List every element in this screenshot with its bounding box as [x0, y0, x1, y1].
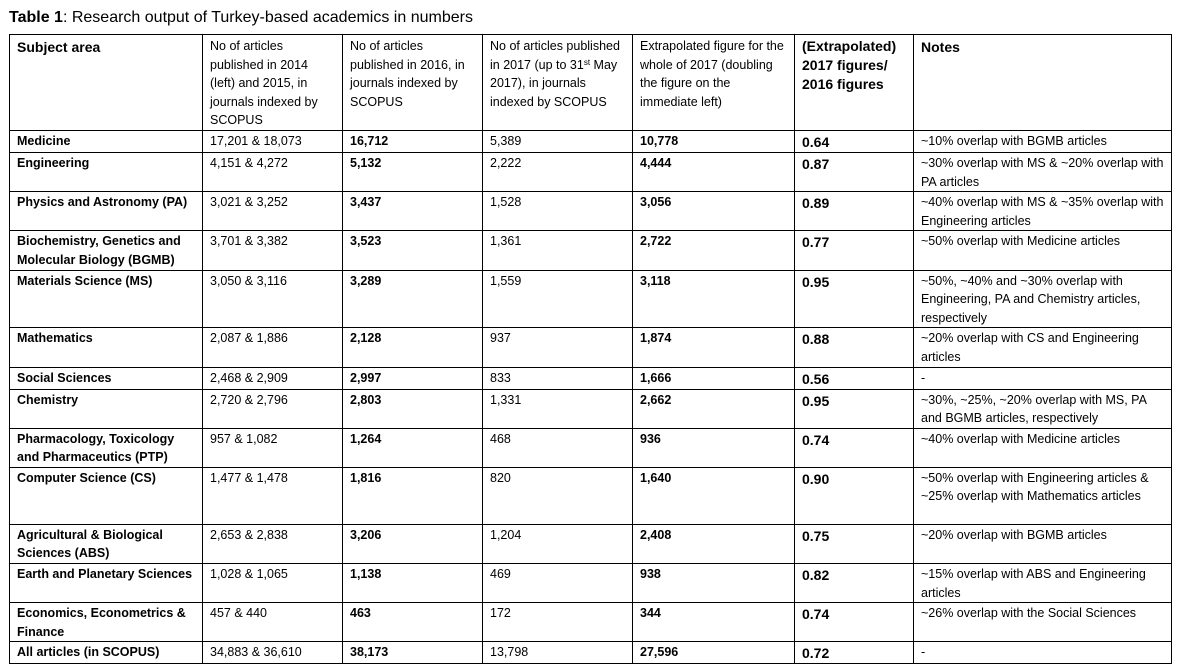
table-row [10, 231, 1172, 270]
cell-subject: Medicine [10, 130, 203, 152]
cell-articles-2017: 1,528 [483, 192, 633, 231]
table-row [10, 328, 1172, 367]
cell-articles-2016: 2,128 [343, 328, 483, 367]
cell-articles-2014-2015: 3,050 & 3,116 [203, 270, 343, 328]
cell-articles-2014-2015: 3,701 & 3,382 [203, 231, 343, 270]
cell-notes: ~30% overlap with MS & ~20% overlap with PA articles [914, 152, 1172, 191]
cell-subject: Economics, Econometrics & Finance [10, 603, 203, 642]
table-row [10, 152, 1172, 191]
cell-notes: ~26% overlap with the Social Sciences [914, 603, 1172, 642]
cell-extrapolated-2017: 3,056 [633, 192, 795, 231]
header-notes: Notes [914, 35, 1172, 131]
table-row [10, 642, 1172, 664]
cell-notes: ~50% overlap with Medicine articles [914, 231, 1172, 270]
cell-extrapolated-2017: 4,444 [633, 152, 795, 191]
cell-extrapolated-2017: 936 [633, 428, 795, 467]
cell-articles-2016: 2,997 [343, 367, 483, 389]
cell-articles-2014-2015: 2,720 & 2,796 [203, 389, 343, 428]
cell-articles-2014-2015: 17,201 & 18,073 [203, 130, 343, 152]
cell-articles-2017: 1,361 [483, 231, 633, 270]
cell-ratio: 0.90 [795, 467, 914, 524]
table-caption-label: Table 1 [9, 9, 63, 26]
cell-subject: Earth and Planetary Sciences [10, 564, 203, 603]
cell-subject: Mathematics [10, 328, 203, 367]
table-row [10, 603, 1172, 642]
cell-subject: Materials Science (MS) [10, 270, 203, 328]
cell-notes: - [914, 367, 1172, 389]
cell-articles-2016: 16,712 [343, 130, 483, 152]
cell-extrapolated-2017: 2,722 [633, 231, 795, 270]
table-row [10, 270, 1172, 328]
cell-notes: ~20% overlap with BGMB articles [914, 524, 1172, 563]
cell-articles-2017: 833 [483, 367, 633, 389]
cell-extrapolated-2017: 27,596 [633, 642, 795, 664]
header-ratio: (Extrapolated) 2017 figures/ 2016 figures [795, 35, 914, 131]
cell-ratio: 0.88 [795, 328, 914, 367]
cell-ratio: 0.95 [795, 270, 914, 328]
cell-articles-2017: 1,559 [483, 270, 633, 328]
cell-articles-2014-2015: 1,028 & 1,065 [203, 564, 343, 603]
cell-subject: Engineering [10, 152, 203, 191]
cell-articles-2014-2015: 2,653 & 2,838 [203, 524, 343, 563]
cell-articles-2014-2015: 34,883 & 36,610 [203, 642, 343, 664]
cell-articles-2014-2015: 457 & 440 [203, 603, 343, 642]
cell-subject: Agricultural & Biological Sciences (ABS) [10, 524, 203, 563]
cell-notes: - [914, 642, 1172, 664]
cell-ratio: 0.75 [795, 524, 914, 563]
cell-subject: All articles (in SCOPUS) [10, 642, 203, 664]
cell-extrapolated-2017: 2,662 [633, 389, 795, 428]
cell-extrapolated-2017: 2,408 [633, 524, 795, 563]
cell-ratio: 0.74 [795, 603, 914, 642]
header-subject-area: Subject area [10, 35, 203, 131]
cell-ratio: 0.87 [795, 152, 914, 191]
cell-articles-2014-2015: 1,477 & 1,478 [203, 467, 343, 524]
cell-articles-2014-2015: 957 & 1,082 [203, 428, 343, 467]
cell-articles-2017: 172 [483, 603, 633, 642]
table-body [10, 130, 1172, 663]
cell-subject: Social Sciences [10, 367, 203, 389]
cell-ratio: 0.72 [795, 642, 914, 664]
cell-subject: Pharmacology, Toxicology and Pharmaceutics (PTP) [10, 428, 203, 467]
cell-extrapolated-2017: 1,640 [633, 467, 795, 524]
cell-ratio: 0.64 [795, 130, 914, 152]
table-caption-text: : Research output of Turkey-based academics in numbers [62, 9, 473, 26]
cell-notes: ~15% overlap with ABS and Engineering articles [914, 564, 1172, 603]
table-row [10, 192, 1172, 231]
table-row [10, 389, 1172, 428]
cell-articles-2016: 5,132 [343, 152, 483, 191]
cell-articles-2014-2015: 2,468 & 2,909 [203, 367, 343, 389]
cell-articles-2014-2015: 3,021 & 3,252 [203, 192, 343, 231]
cell-articles-2017: 937 [483, 328, 633, 367]
header-row [10, 35, 1172, 131]
cell-ratio: 0.82 [795, 564, 914, 603]
table-caption [9, 8, 473, 28]
cell-extrapolated-2017: 344 [633, 603, 795, 642]
cell-subject: Computer Science (CS) [10, 467, 203, 524]
cell-subject: Biochemistry, Genetics and Molecular Biology (BGMB) [10, 231, 203, 270]
cell-subject: Physics and Astronomy (PA) [10, 192, 203, 231]
cell-extrapolated-2017: 3,118 [633, 270, 795, 328]
header-articles-2017: No of articles published in 2017 (up to 31st May 2017), in journals indexed by SCOPUS [483, 35, 633, 131]
cell-articles-2016: 3,437 [343, 192, 483, 231]
cell-notes: ~30%, ~25%, ~20% overlap with MS, PA and BGMB articles, respectively [914, 389, 1172, 428]
cell-articles-2016: 1,816 [343, 467, 483, 524]
cell-ratio: 0.74 [795, 428, 914, 467]
cell-articles-2016: 3,289 [343, 270, 483, 328]
research-output-table [9, 34, 1172, 664]
table-row [10, 428, 1172, 467]
header-articles-2016: No of articles published in 2016, in journals indexed by SCOPUS [343, 35, 483, 131]
cell-articles-2017: 5,389 [483, 130, 633, 152]
cell-articles-2017: 1,331 [483, 389, 633, 428]
cell-extrapolated-2017: 1,666 [633, 367, 795, 389]
table-row [10, 367, 1172, 389]
cell-notes: ~50%, ~40% and ~30% overlap with Engineering, PA and Chemistry articles, respectively [914, 270, 1172, 328]
cell-articles-2017: 469 [483, 564, 633, 603]
table-row [10, 467, 1172, 524]
cell-ratio: 0.77 [795, 231, 914, 270]
cell-notes: ~20% overlap with CS and Engineering articles [914, 328, 1172, 367]
cell-articles-2016: 2,803 [343, 389, 483, 428]
header-extrapolated-2017: Extrapolated figure for the whole of 2017 (doubling the figure on the immediate left) [633, 35, 795, 131]
table-row [10, 130, 1172, 152]
cell-articles-2014-2015: 2,087 & 1,886 [203, 328, 343, 367]
cell-articles-2017: 468 [483, 428, 633, 467]
cell-extrapolated-2017: 10,778 [633, 130, 795, 152]
cell-extrapolated-2017: 1,874 [633, 328, 795, 367]
cell-notes: ~10% overlap with BGMB articles [914, 130, 1172, 152]
cell-notes: ~40% overlap with Medicine articles [914, 428, 1172, 467]
header-articles-2014-2015: No of articles published in 2014 (left) and 2015, in journals indexed by SCOPUS [203, 35, 343, 131]
cell-articles-2016: 463 [343, 603, 483, 642]
cell-notes: ~40% overlap with MS & ~35% overlap with Engineering articles [914, 192, 1172, 231]
cell-ratio: 0.56 [795, 367, 914, 389]
cell-articles-2016: 1,264 [343, 428, 483, 467]
cell-ratio: 0.95 [795, 389, 914, 428]
cell-articles-2016: 3,523 [343, 231, 483, 270]
table-row [10, 524, 1172, 563]
cell-articles-2016: 1,138 [343, 564, 483, 603]
cell-subject: Chemistry [10, 389, 203, 428]
cell-articles-2016: 38,173 [343, 642, 483, 664]
cell-articles-2017: 2,222 [483, 152, 633, 191]
table-row [10, 564, 1172, 603]
cell-articles-2014-2015: 4,151 & 4,272 [203, 152, 343, 191]
cell-extrapolated-2017: 938 [633, 564, 795, 603]
cell-articles-2017: 820 [483, 467, 633, 524]
cell-notes: ~50% overlap with Engineering articles & ~25% overlap with Mathematics articles [914, 467, 1172, 524]
cell-ratio: 0.89 [795, 192, 914, 231]
cell-articles-2017: 1,204 [483, 524, 633, 563]
cell-articles-2016: 3,206 [343, 524, 483, 563]
cell-articles-2017: 13,798 [483, 642, 633, 664]
